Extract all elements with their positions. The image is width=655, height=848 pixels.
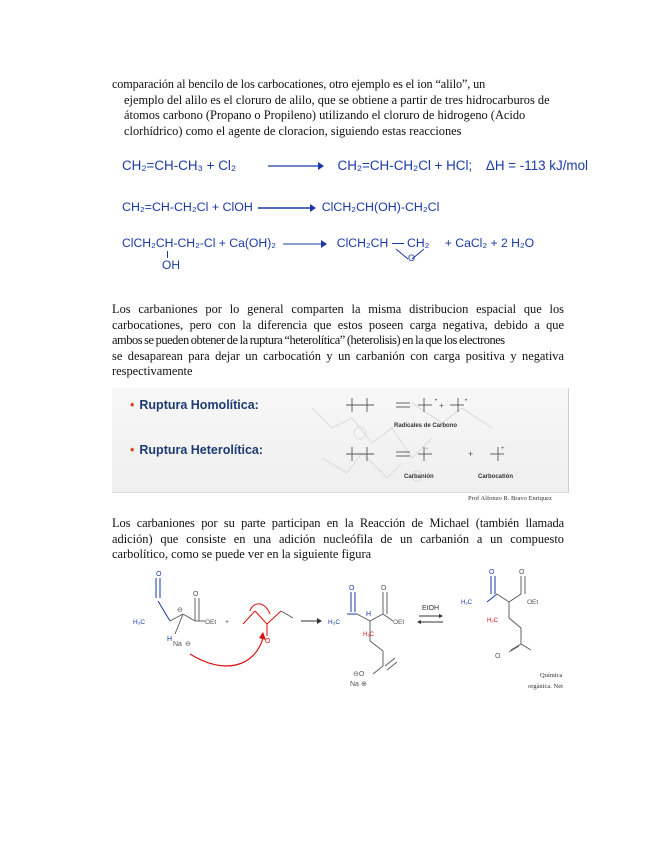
paragraph-michael [112,516,564,563]
svg-text:⊕: ⊕ [361,681,367,688]
svg-text:+: + [468,449,474,459]
paragraph-michael-line2: adición) que consiste en una adición nucleófila de un carbanión a un compuesto [112,531,564,546]
reaction-3 [122,236,534,250]
paragraph-michael-line3: carbolítico, como se puede ver en la siguiente figura [112,547,372,562]
svg-text:O: O [265,638,271,645]
svg-text:O: O [156,571,162,578]
figure-credit: Prof Alfonzo R. Bravo Enriquez [468,495,552,502]
reaction-3-arrow-icon [283,238,327,250]
paragraph-intro [112,77,564,139]
michael-oet-1: OEt [205,619,217,626]
svg-text:−: − [425,446,429,452]
svg-text:O: O [349,585,355,592]
paragraph-carbaniones [112,302,564,380]
carbanion-label: Carbanión [404,474,434,480]
michael-charge-1: ⊖ [177,607,183,614]
ruptura-homolitica-label [130,398,259,412]
paragraph-carbaniones-line1: Los carbaniones por lo general comparten la misma distribucion espacial que los [112,302,564,316]
reaction-1-arrow-icon [268,160,324,172]
svg-text:OEt: OEt [527,599,539,606]
svg-text:+: + [439,401,444,410]
michael-credit-line2: orgánica. Net [528,683,563,690]
michael-credit-line1: Química [540,672,563,679]
bullet-icon: • [130,443,135,457]
svg-text:⊖O: ⊖O [353,671,365,678]
michael-na-2: Na [350,681,359,688]
svg-text:O: O [193,591,199,598]
reaction-3-oh: OH [162,258,180,272]
reaction-2-products: ClCH₂CH(OH)-CH₂Cl [321,200,440,214]
reaction-1-enthalpy: ΔH = -113 kJ/mol [485,158,588,173]
reaction-2-arrow-icon [258,202,316,214]
michael-h3c-1: H₃C [133,619,146,626]
ruptura-homolitica-text: Ruptura Homolítica: [139,398,259,412]
svg-text:H₂C: H₂C [487,618,498,624]
paragraph-intro-line1: comparación al bencilo de los carbocationes, otro ejemplo es el ion “alilo”, un [112,77,486,91]
reaction-3-oxygen: O [408,253,416,263]
michael-h-2: H [366,611,372,618]
ruptura-heterolitica-label [130,443,263,457]
svg-text:O: O [381,585,387,592]
michael-oet-2: OEt [393,619,405,626]
reaction-3-product-a: ClCH₂CH [336,236,389,250]
paragraph-carbaniones-line3: ambos se pueden obtener de la ruptura “heterolítica” (heterolisis) en la que los electrones [112,333,505,348]
paragraph-intro-text: ejemplo del alilo es el cloruro de alilo, que se obtiene a partir de tres hidrocarburos de átomos carbono (Propano o Propileno) utilizando el cloruro de hidrogeno (Acido clorhídrico) como el agente de cloracion, siguiendo estas reacciones [124,92,550,138]
svg-text:H₂C: H₂C [363,632,374,638]
paragraph-carbaniones-line4: se desaparean para dejar un carbocatión y un carbanión con carga positiva y negativa [112,348,564,363]
michael-plus: + [225,619,230,626]
reaction-3-product-b: CH₂ [407,236,430,250]
ruptura-figure [112,388,569,493]
reaction-1-products: CH₂=CH-CH₂Cl + HCl; [337,158,473,173]
michael-reaction-figure [125,566,565,691]
svg-text:O: O [495,653,501,660]
michael-h-1: H [167,636,173,643]
michael-na-1: Na [173,641,182,648]
svg-text:H₃C: H₃C [461,600,473,606]
reaction-2 [122,200,439,214]
ruptura-heterolitica-text: Ruptura Heterolítica: [139,443,264,457]
svg-text:O: O [489,569,495,576]
paragraph-carbaniones-line2: carbocationes, pero con la diferencia que estos poseen carga negativa, debido a que [112,317,564,332]
reaction-1 [122,158,588,173]
paragraph-michael-line1: Los carbaniones por su parte participan en la Reacción de Michael (también llamada [112,516,564,530]
reaction-2-reactants: CH₂=CH-CH₂Cl + ClOH [122,200,253,214]
reaction-3-oh-bond [167,251,168,258]
michael-charge-2: ⊖ [185,641,191,648]
svg-text:•: • [465,398,468,404]
carbocation-label: Carbocatión [478,474,514,480]
radicales-label: Radicales de Carbono [394,423,458,429]
svg-text:•: • [435,398,438,404]
svg-text:O: O [519,569,525,576]
reaction-3-product-rest: + CaCl₂ + 2 H₂O [444,236,535,250]
bullet-icon: • [130,398,135,412]
reaction-3-reactants: ClCH₂CH-CH₂-Cl + Ca(OH)₂ [122,236,277,250]
paragraph-carbaniones-line5: respectivamente [112,364,193,379]
reaction-1-reactants: CH₂=CH-CH₃ + Cl₂ [122,158,237,173]
michael-etoh: EtOH [422,605,440,612]
reaction-3-bond [392,243,404,244]
svg-text:+: + [501,446,505,452]
michael-h3c-2: H₃C [328,619,341,626]
